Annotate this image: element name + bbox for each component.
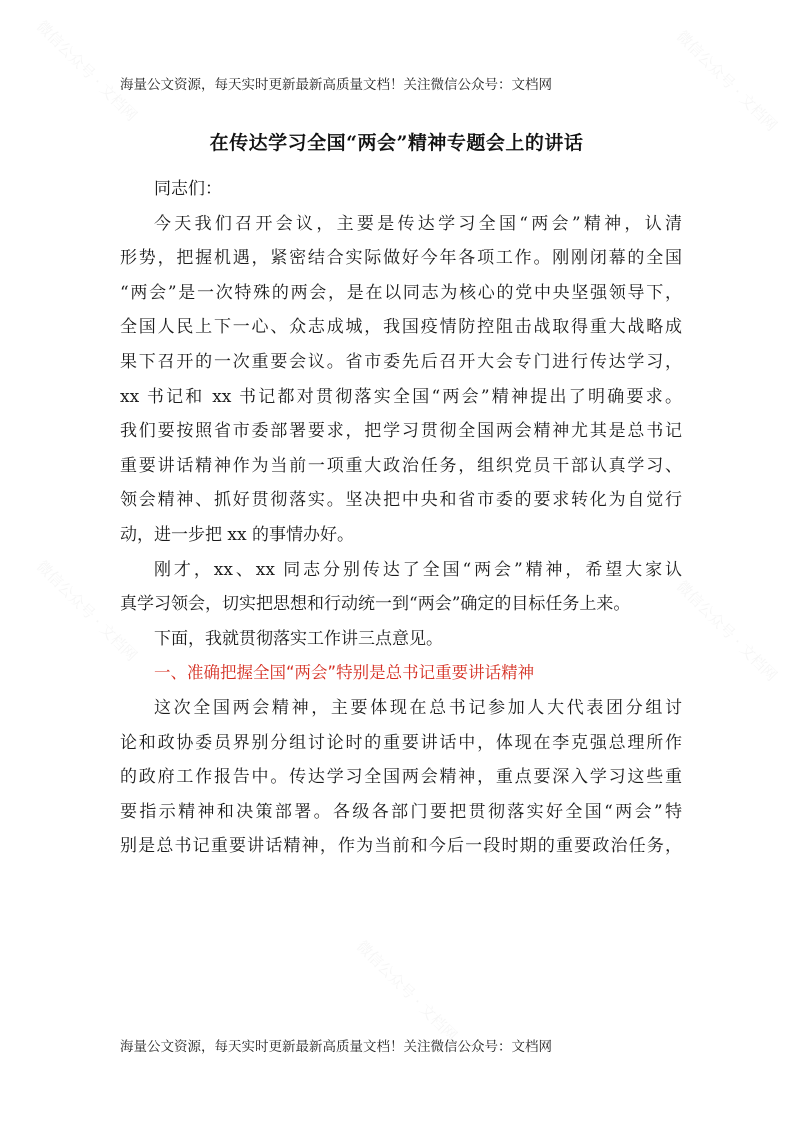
page-header: 海量公文资源，每天实时更新最新高质量文档！关注微信公众号：文档网 — [120, 77, 552, 93]
paragraph-line: “两会”是一次特殊的两会，是在以同志为核心的党中央坚强领导下， — [120, 282, 682, 303]
page-footer: 海量公文资源，每天实时更新最新高质量文档！关注微信公众号：文档网 — [120, 1039, 552, 1055]
watermark: 微信公众号 · 文档网 — [32, 557, 141, 665]
watermark: 微信公众号 · 文档网 — [32, 17, 141, 125]
paragraph-line: 全国人民上下一心、众志成城，我国疫情防控阻击战取得重大战略成 — [120, 317, 682, 338]
paragraph-report — [120, 553, 682, 622]
paragraph-outline — [120, 622, 682, 657]
salutation-text: 同志们： — [154, 179, 222, 199]
watermark: 微信公众号 · 文档网 — [672, 577, 781, 685]
paragraph-line: 我们要按照省市委部署要求，把学习贯彻全国两会精神尤其是总书记 — [120, 421, 682, 442]
paragraph-line: 真学习领会，切实把思想和行动统一到“两会”确定的目标任务上来。 — [120, 594, 631, 615]
paragraph-line: 刚才，xx、xx 同志分别传达了全国“两会”精神，希望大家认 — [154, 559, 682, 580]
paragraph-line: 形势，把握机遇，紧密结合实际做好今年各项工作。刚刚闭幕的全国 — [120, 248, 682, 269]
document-title: 在传达学习全国“两会”精神专题会上的讲话 — [209, 132, 584, 154]
watermark: 微信公众号 · 文档网 — [352, 937, 461, 1045]
paragraph-line: 的政府工作报告中。传达学习全国两会精神，重点要深入学习这些重 — [120, 767, 682, 788]
document-body — [120, 172, 682, 864]
paragraph-line: 果下召开的一次重要会议。省市委先后召开大会专门进行传达学习， — [120, 351, 682, 372]
section-heading-text: 一、准确把握全国“两会”特别是总书记重要讲话精神 — [154, 663, 535, 683]
paragraph-line: 论和政协委员界别分组讨论时的重要讲话中，体现在李克强总理所作 — [120, 732, 682, 753]
section-heading — [120, 656, 682, 691]
paragraph-line: 要指示精神和决策部署。各级各部门要把贯彻落实好全国“两会”特 — [120, 801, 682, 822]
watermark: 微信公众号 · 文档网 — [672, 27, 781, 135]
paragraph-line: 下面，我就贯彻落实工作讲三点意见。 — [154, 628, 443, 649]
salutation — [120, 172, 682, 207]
paragraph-line: 今天我们召开会议，主要是传达学习全国“两会”精神，认清 — [154, 213, 682, 234]
paragraph-line: 别是总书记重要讲话精神，作为当前和今后一段时期的重要政治任务， — [120, 836, 682, 857]
paragraph-line: 领会精神、抓好贯彻落实。坚决把中央和省市委的要求转化为自觉行 — [120, 490, 682, 511]
paragraph-line: xx 书记和 xx 书记都对贯彻落实全国“两会”精神提出了明确要求。 — [120, 386, 682, 407]
paragraph-line: 动，进一步把 xx 的事情办好。 — [120, 524, 354, 545]
paragraph-section1 — [120, 691, 682, 864]
paragraph-line: 这次全国两会精神，主要体现在总书记参加人大代表团分组讨 — [154, 697, 682, 718]
paragraph-intro — [120, 207, 682, 553]
paragraph-line: 重要讲话精神作为当前一项重大政治任务，组织党员干部认真学习、 — [120, 455, 682, 476]
